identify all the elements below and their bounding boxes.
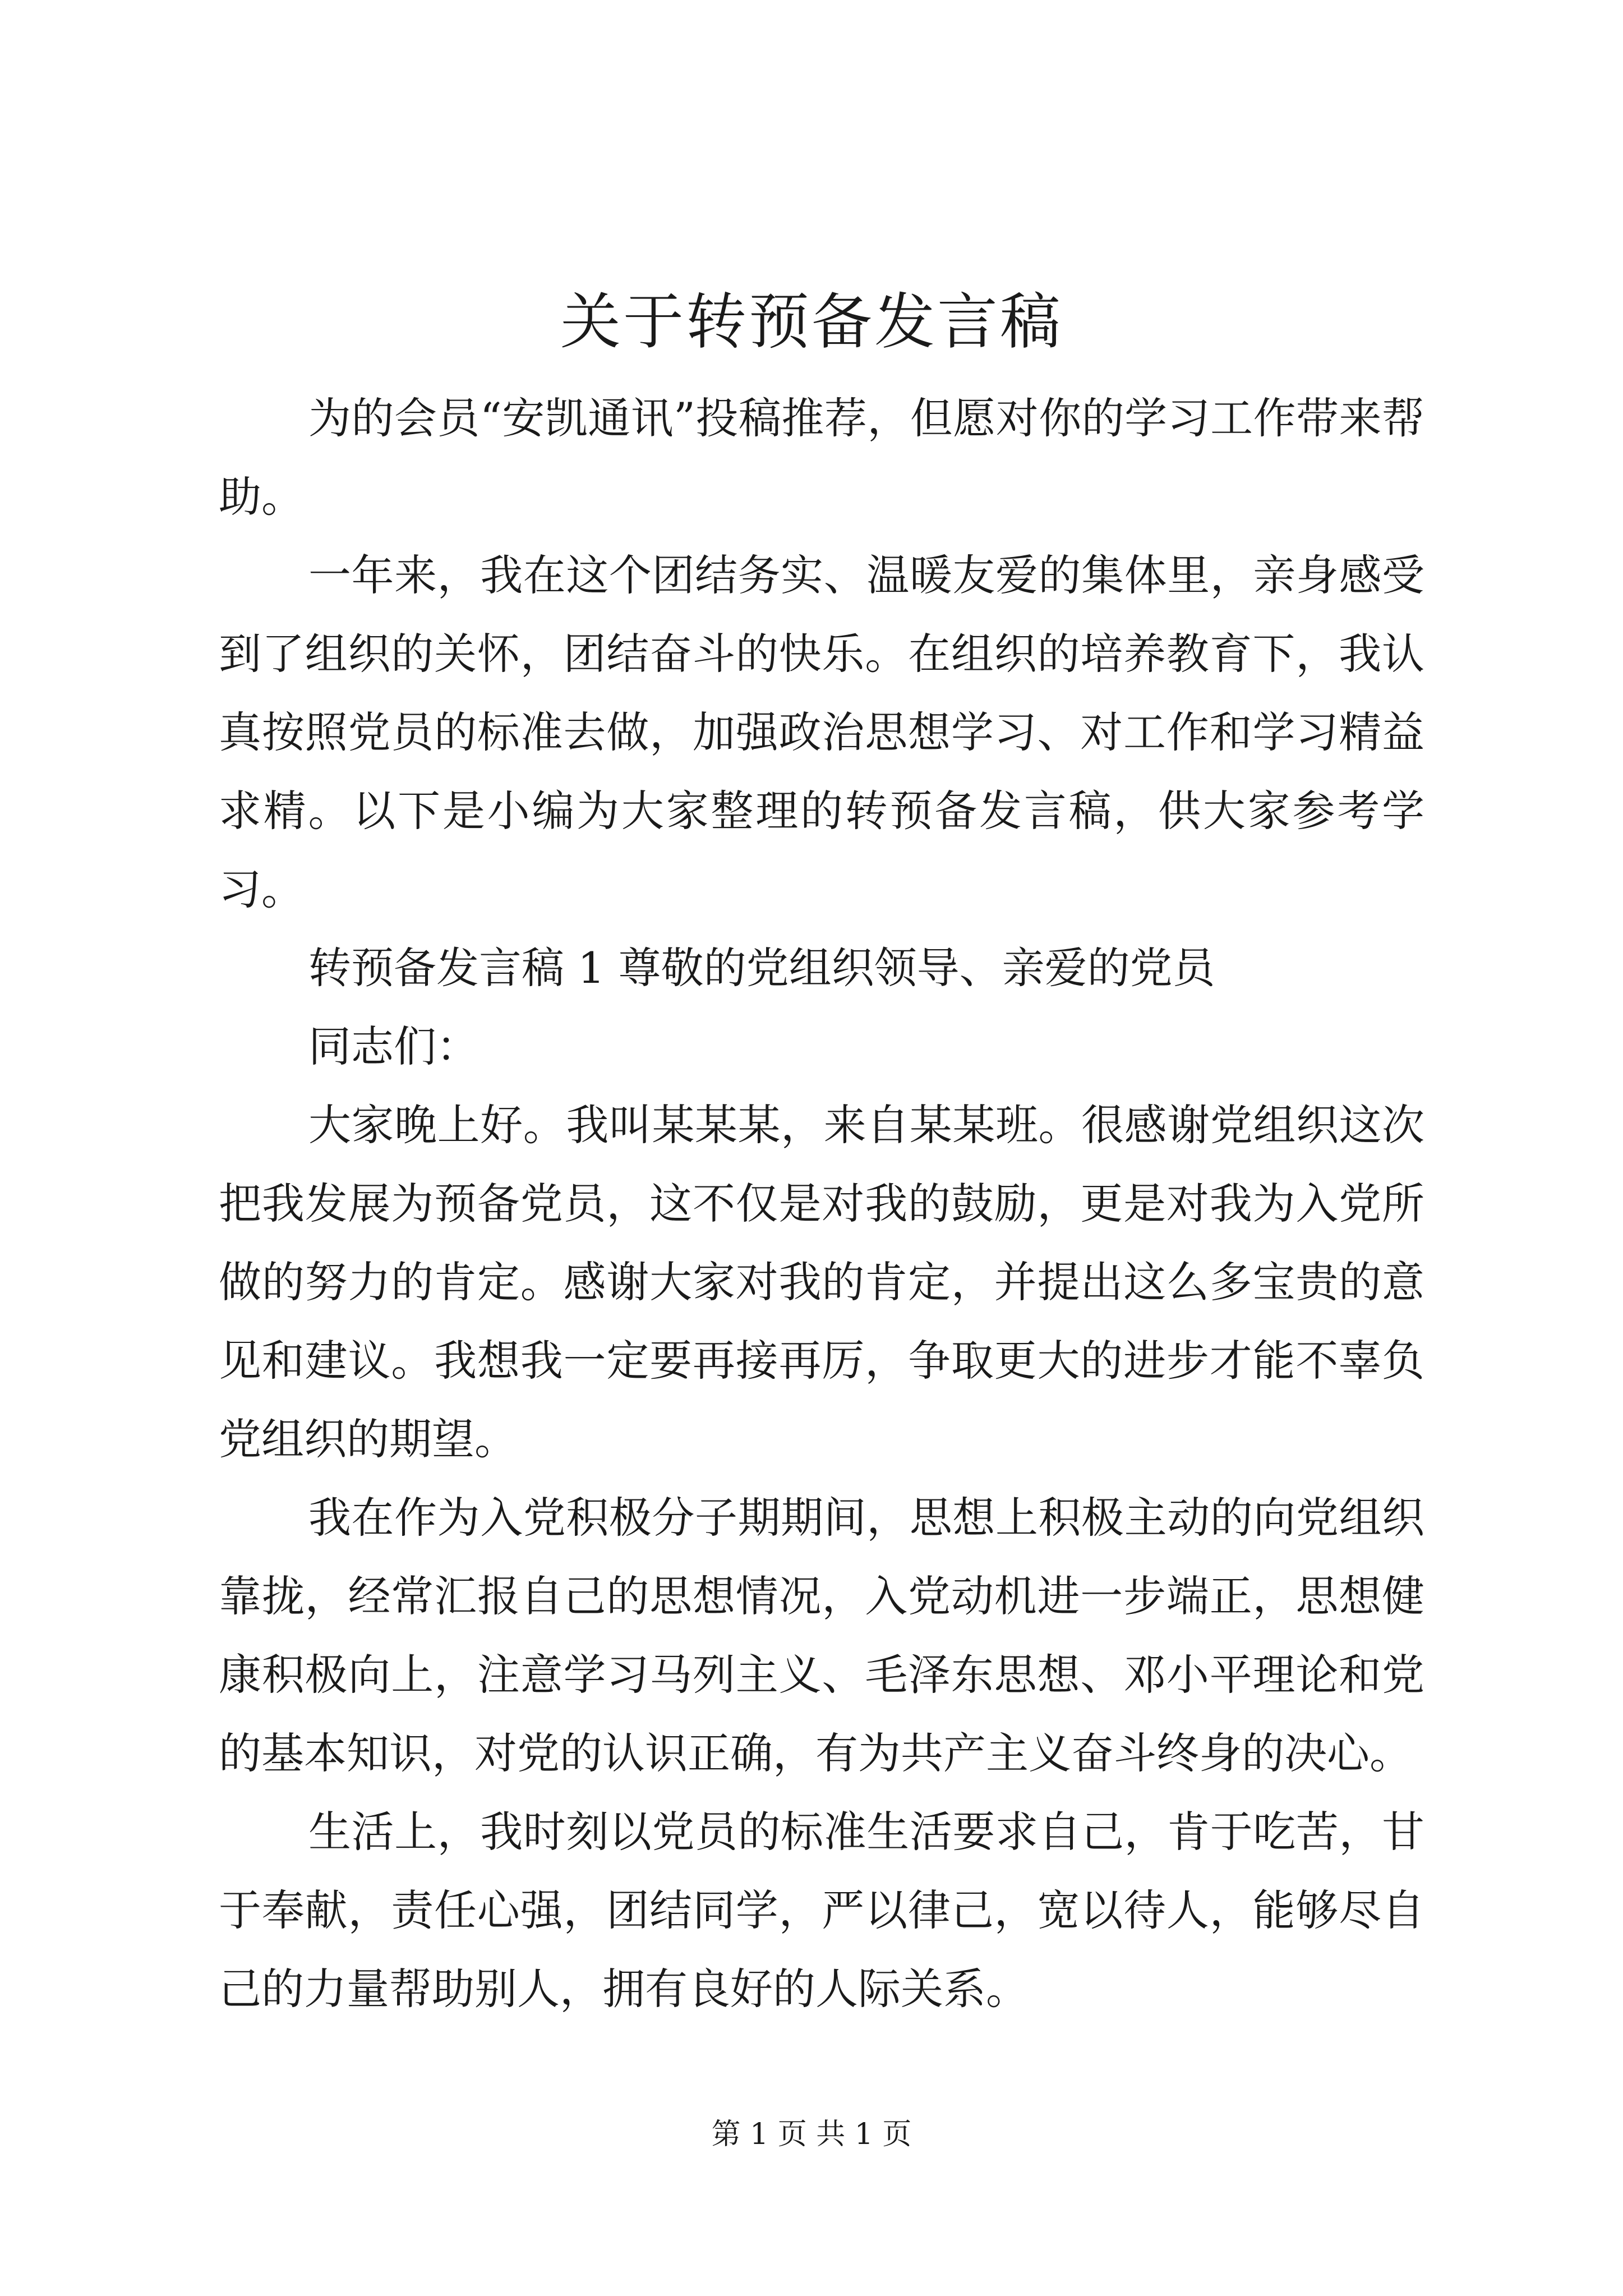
page-number-footer: 第 1 页 共 1 页 [711,2118,912,2151]
paragraph-greeting: 大家晚上好。我叫某某某，来自某某班。很感谢党组织这次把我发展为预备党员，这不仅是对我的鼓励，更是对我为入党所做的努力的肯定。感谢大家对我的肯定，并提出这么多宝贵的意见和建议。我想我一定要再接再厉，争取更大的进步才能不辜负党组织的期望。 [219,1100,1424,1464]
paragraph-intro: 为的会员“安凯通讯”投稿推荐，但愿对你的学习工作带来帮助。 [219,393,1424,522]
paragraph-year-summary: 一年来，我在这个团结务实、温暖友爱的集体里，亲身感受到了组织的关怀，团结奋斗的快乐。在组织的培养教育下，我认真按照党员的标准去做，加强政治思想学习、对工作和学习精益求精。以下是小编为大家整理的转预备发言稿，供大家参考学习。 [219,550,1424,914]
paragraph-salutation: 同志们： [308,1022,479,1071]
paragraph-daily-life: 生活上，我时刻以党员的标准生活要求自己，肯于吃苦，甘于奉献，责任心强，团结同学，严以律己，宽以待人，能够尽自己的力量帮助别人，拥有良好的人际关系。 [219,1807,1424,2014]
paragraph-speech-heading: 转预备发言稿 1 尊敬的党组织领导、亲爱的党员 [308,943,1215,993]
document-title: 关于转预备发言稿 [560,287,1063,357]
document-body [219,379,1424,2028]
paragraph-activist-period: 我在作为入党积极分子期期间，思想上积极主动的向党组织靠拢，经常汇报自己的思想情况，入党动机进一步端正，思想健康积极向上，注意学习马列主义、毛泽东思想、邓小平理论和党的基本知识，对党的认识正确，有为共产主义奋斗终身的决心。 [219,1493,1424,1778]
